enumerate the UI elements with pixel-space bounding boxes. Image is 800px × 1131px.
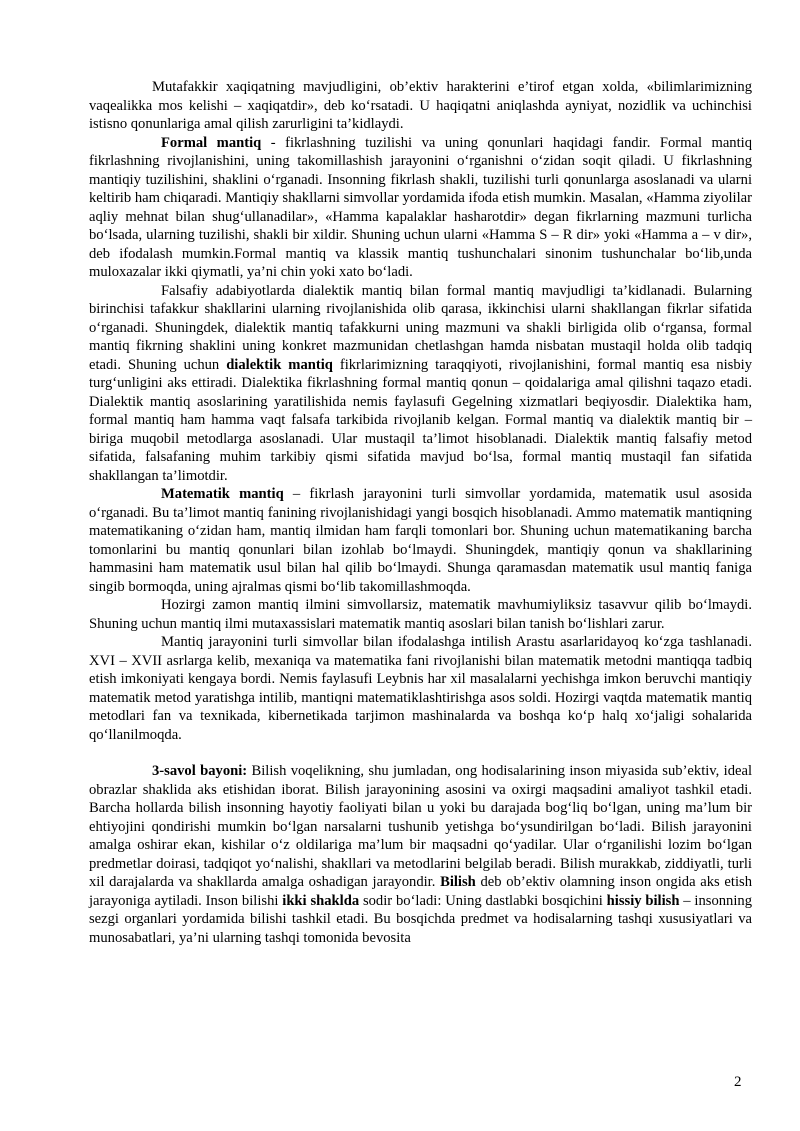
paragraph-dialectic-logic: Falsafiy adabiyotlarda dialektik mantiq bilan formal mantiq mavjudligi ta’kidlanadi. Bularning birinchisi tafakkur shakllarini ularning rivojlanishida olib qarasa, ikkinchisi ularni shakllangan fikrlar sifatida o‘rganadi. Shuningdek, dialektik mantiq tafakkurni uning mazmuni va shakli birligida olib o‘rgansa, formal mantiq fikrning shaklini uning konkret mazmunidan chetlashgan hamda nisbatan mustaqil holda olib tadqiq etadi. Shuning uchun dialektik mantiq fikrlarimizning taraqqiyoti, rivojlanishini, formal mantiq esa nisbiy turg‘unligini aks ettiradi. Dialektika fikrlashning formal mantiq qonun – qoidalariga amal qilishni taqazo etadi. Dialektik mantiq asoslarining yaratilishida nemis faylasufi Gegelning xizmatlari beqiyosdir. Dialektika ham, formal mantiq ham hamma vaqt falsafa tarkibida rivojlanib kelgan. Formal mantiq va dialektik mantiq bir – biriga muqobil metodlarga asoslanadi. Ular mustaqil ta’limot hisoblanadi. Dialektik mantiq falsafiy metod sifatida, falsafaning muhim tarkibiy qismi sifatida mavjud bo‘lsa, formal mantiq mustaqil fan sifatida shakllangan ta’limotdir.	[89, 282, 752, 484]
paragraph-truth: Mutafakkir xaqiqatning mavjudligini, ob’ektiv harakterini e’tirof etgan xolda, «bilimlarimizning vaqealikka mos kelishi – xaqiqatdir», deb ko‘rsatadi. U haqiqatni aniqlashda ayniyat, nozidlik va uchinchisi istisno qonunlariga amal qilish zarurligini ta’kidlaydi.	[89, 79, 752, 132]
term-cognition: Bilish	[440, 874, 476, 890]
paragraph-modern-logic: Hozirgi zamon mantiq ilmini simvollarsiz, matematik mavhumiyliksiz tasavvur qilib bo‘lmaydi. Shuning uchun mantiq ilmi mutaxassislari matematik mantiq asoslari bilan tanish bo‘lishlari zarur.	[89, 597, 752, 632]
paragraph-mathematical-logic: Matematik mantiq – fikrlash jarayonini turli simvollar yordamida, matematik usul asosida o‘rganadi. Bu ta’limot mantiq fanining rivojlanishidagi yangi bosqich hisoblanadi. Ammo matematik mantiqning matematikaning o‘zidan ham, mantiq ilmidan ham farqli tomonlari bor. Shuning uchun matematikaning barcha tomonlarini bu mantiq qonunlari bilan izohlab bo‘lmaydi. Shuningdek, mantiqiy qonun va shakllarining hammasini ham matematik usul bilan hal qilib bo‘lmaydi. Shunga qaramasdan matematik usul mantiq faniga singib bormoqda, uning ajralmas qismi bo‘lib takomillashmoqda.	[89, 486, 752, 595]
term-formal-logic: Formal mantiq	[161, 134, 262, 151]
paragraph-history: Mantiq jarayonini turli simvollar bilan ifodalashga intilish Arastu asarlaridayoq ko‘zga tashlanadi. XVI – XVII asrlarga kelib, mexaniqa va matematika fani rivojlanishi bilan matematik metodni mantiqqa tadbiq etish imkoniyati kengaya bordi. Nemis faylasufi Leybnis har xil masalalarni yechishga imkon beruvchi mantiqiy matematik metod yaratishga intilib, mantiqni matematiklashtirishga asos soldi. Hozirgi vaqtda matematik mantiq metodlari fan va texnikada, kibernetikada tarjimon mashinalarda va boshqa ko‘p halq xo‘jaligi sohalarida qo‘llanilmoqda.	[89, 634, 752, 743]
paragraph-formal-logic: Formal mantiq - fikrlashning tuzilishi va uning qonunlari haqidagi fandir. Formal mantiq fikrlashning rivojlanishini, uning takomillashish jarayonini o‘rganishni o‘zidan soqit qiladi. U fikrlashning mantiqiy tuzilishini, shaklini o‘rganadi. Insonning fikrlash shakli, tuzilishi turli qonunlarga asoslanadi va ularni keltirib ham chiqaradi. Mantiqiy shakllarni simvollar yordamida ifoda etish mumkin. Masalan, «Hamma ziyolilar aqliy mehnat bilan shug‘ullanadilar», «Hamma kapalaklar hasharotdir» degan fikrlarning mazmuni turlicha bo‘lsada, ularning tuzilishi, shakli bir xildir. Shuning uchun ularni «Hamma S – R dir» yoki «Hamma a – v dir», deb ifodalash mumkin.Formal mantiq va klassik mantiq tushunchalari sinonim tushunchalar bo‘lib,unda muloxazalar ikki qiymatli, ya’ni chin yoki xato bo‘ladi.	[89, 134, 753, 280]
page-number: 2	[734, 1074, 742, 1090]
term-sensory-cognition: hissiy bilish	[606, 892, 680, 909]
paragraph-question-3: 3-savol bayoni: Bilish voqelikning, shu jumladan, ong hodisalarining inson miyasida sub’ektiv, ideal obrazlar shaklida aks etishidan iborat. Bilish jarayonining asosini va oxirgi maqsadini amaliyot tashkil etadi. Barcha hollarda bilish insonning hayotiy faoliyati bilan u yoki bu darajada bog‘liq bo‘lgan, uning ma’lum bir ehtiyojini qondirishi mumkin bo‘lgan narsalarni tushunib yetishga bo‘ysundirilgan bo‘ladi. Bilish jarayonini amalga oshirar ekan, kishilar o‘z oldilariga ma’lum bir maqsadni qo‘yadilar. Ular o‘rganilishi lozim bo‘lgan predmetlar doirasi, tadqiqot yo‘nalishi, shakllari va metodlarini belgilab beradi. Bilish murakkab, ziddiyatli, turli xil darajalarda va shakllarda amalga oshadigan jarayondir. Bilish deb ob’ektiv olamning inson ongida aks etish jarayoniga aytiladi. Inson bilishi ikki shaklda sodir bo‘ladi: Uning dastlabki bosqichini hissiy bilish – insonning sezgi organlari yordamida bilishi tashkil etadi. Bu bosqichda predmet va hodisalarning tashqi xususiyatlari va munosabatlari, ya’ni ularning tashqi tomonida bevosita	[89, 763, 752, 946]
term-two-forms: ikki shaklda	[282, 892, 360, 909]
question-3-heading: 3-savol bayoni:	[152, 763, 248, 779]
term-dialectic-logic: dialektik mantiq	[226, 356, 333, 373]
term-mathematical-logic: Matematik mantiq	[161, 486, 284, 502]
document-page	[89, 78, 752, 947]
